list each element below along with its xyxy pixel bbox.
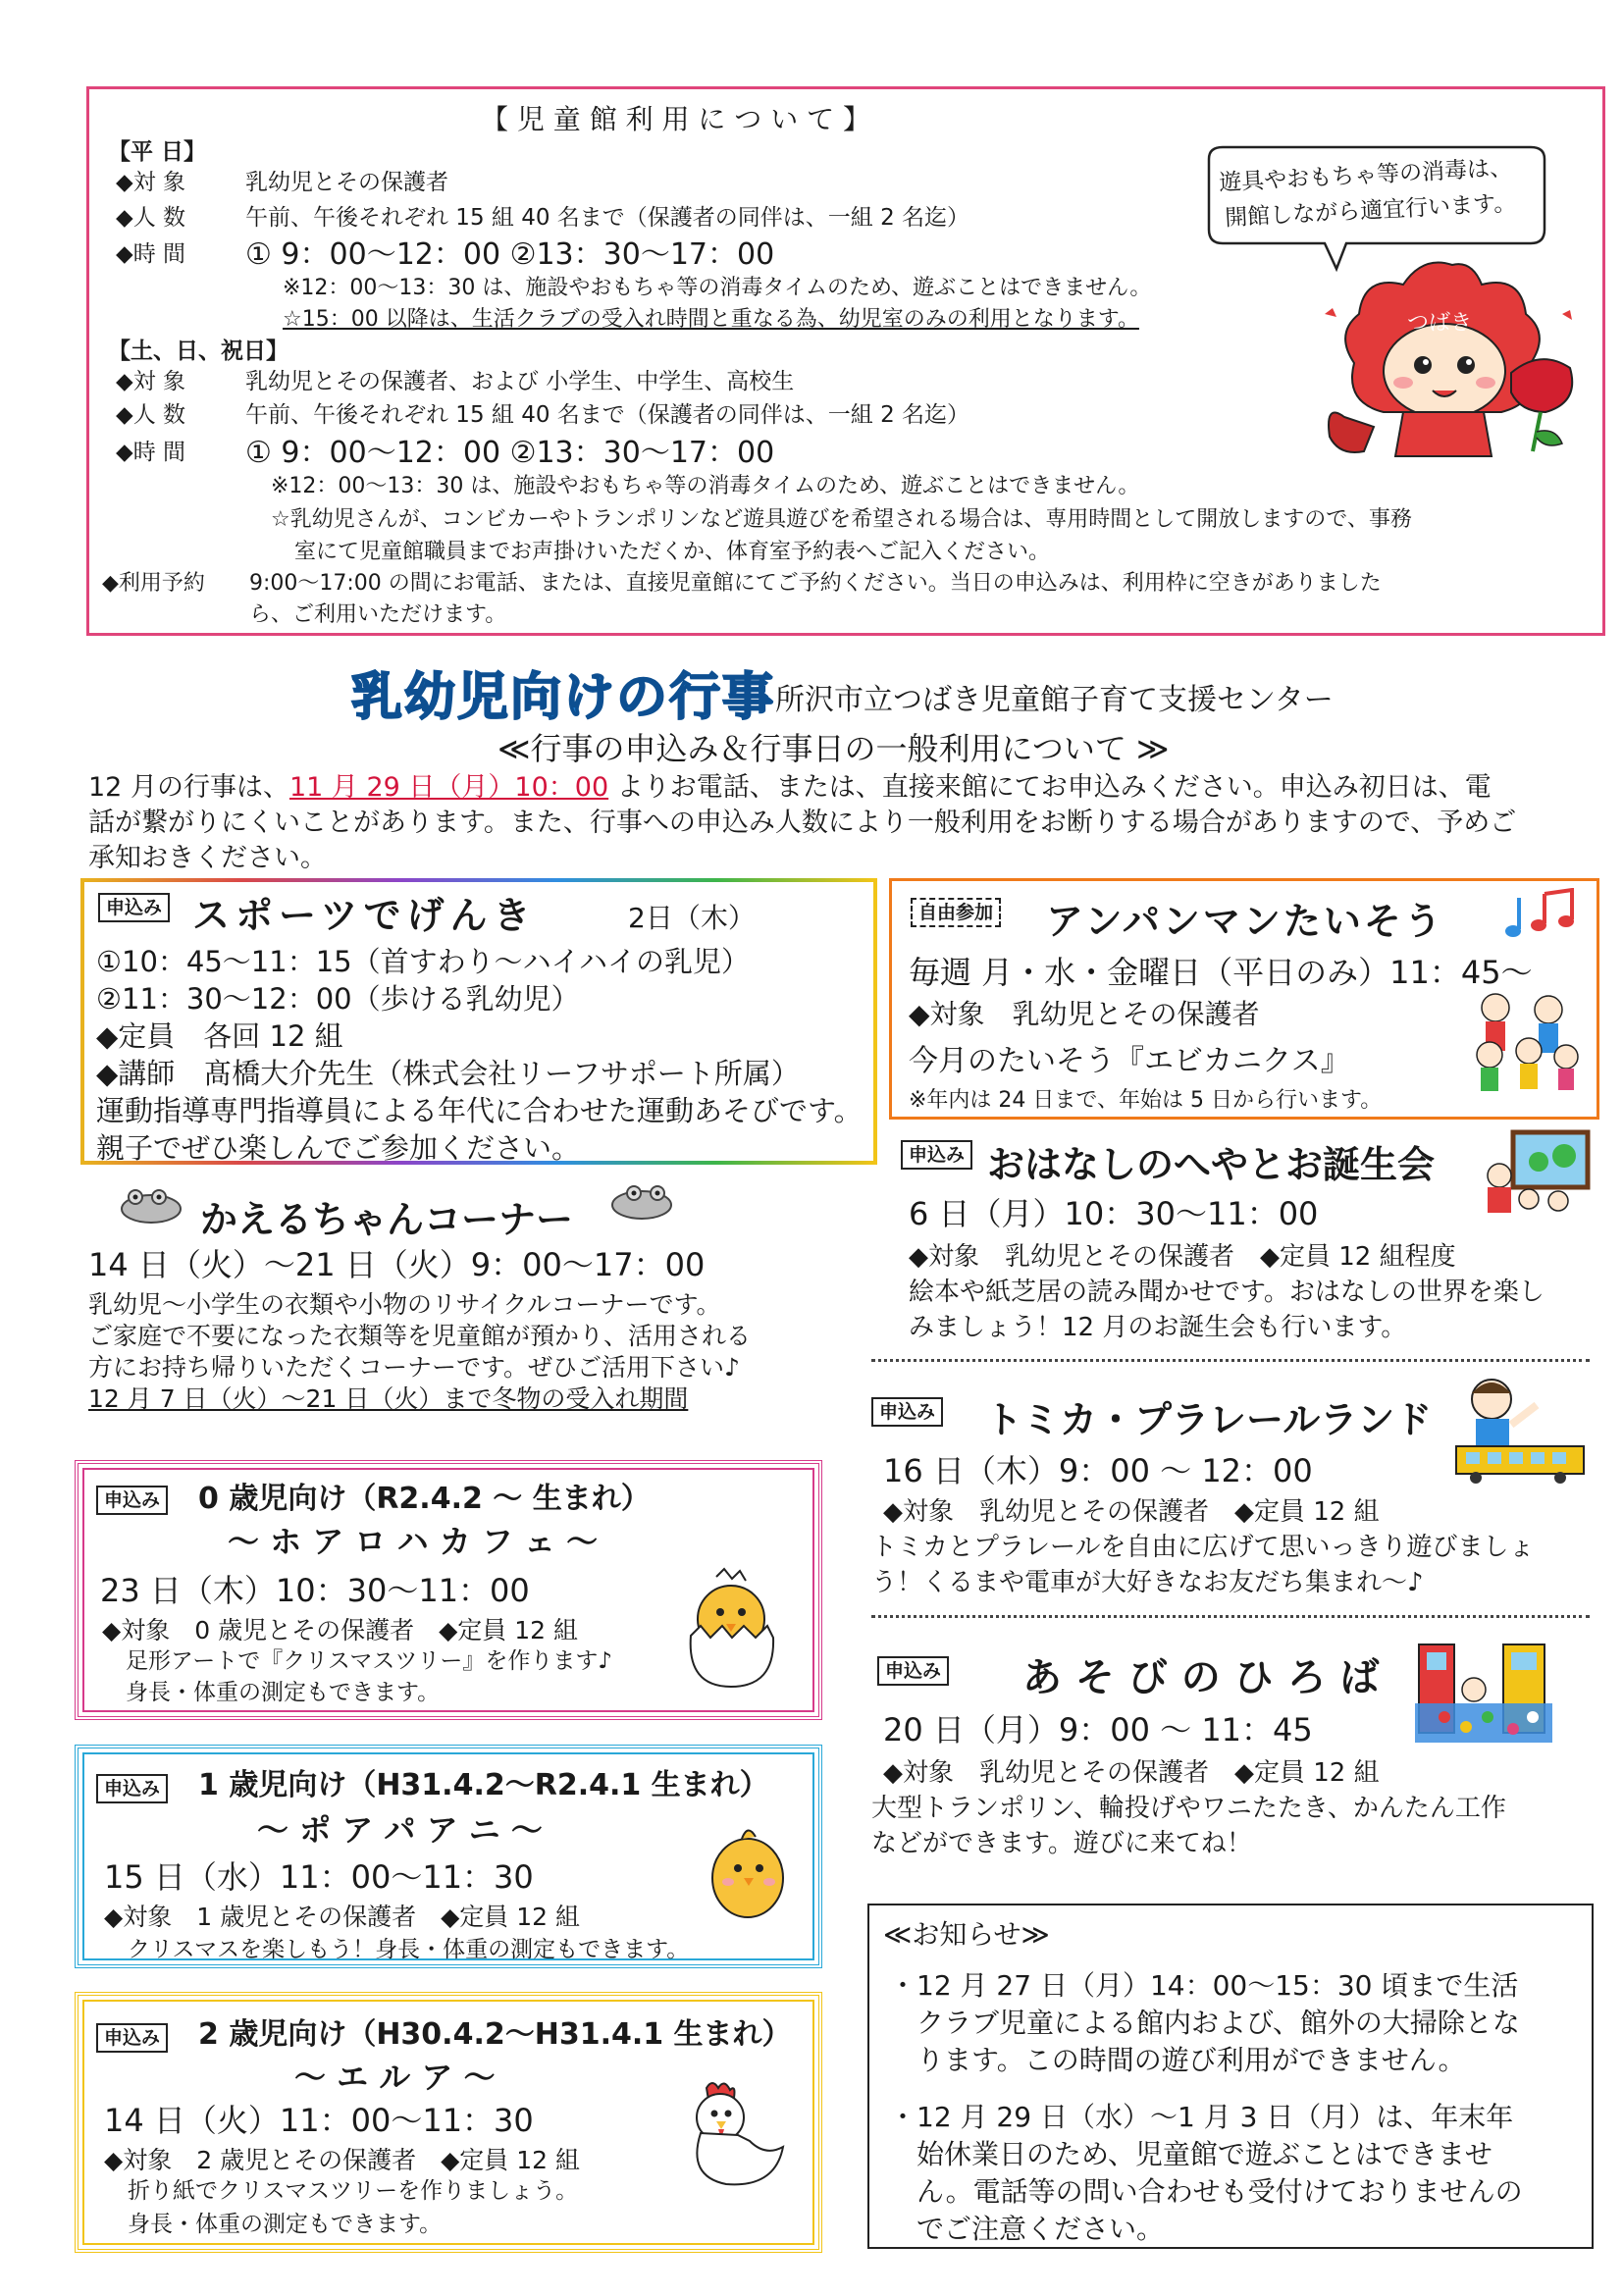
tomica-line3: う！くるまや電車が大好きなお友だち集まれ〜♪ <box>871 1568 1424 1597</box>
holiday-note1: ※12：00〜13：30 は、施設やおもちゃ等の消毒タイムのため、遊ぶことはできません。 <box>271 474 1140 498</box>
asobi-badge: 申込み <box>877 1656 949 1686</box>
sports-line1: ①10：45〜11：15（首すわり〜ハイハイの乳児） <box>96 945 751 978</box>
anpan-line4: ※年内は 24 日まで、年始は 5 日から行います。 <box>909 1088 1383 1113</box>
notice-b4: でご注意ください。 <box>916 2213 1165 2245</box>
events-subtitle: ≪行事の申込み＆行事日の一般利用について ≫ <box>497 730 1170 767</box>
holiday-count-label: ◆人 数 <box>116 402 185 428</box>
events-intro-line3: 承知おきください。 <box>88 843 327 873</box>
age2-title: 2 歳児向け（H30.4.2〜H31.4.1 生まれ） <box>198 2017 792 2052</box>
notice-a2: クラブ児童による館内および、館外の大掃除とな <box>916 2007 1520 2039</box>
holiday-target: 乳幼児とその保護者、および 小学生、中学生、高校生 <box>245 369 795 394</box>
intro-suffix: よりお電話、または、直接来館にてお申込みください。申込み初日は、電 <box>608 772 1492 803</box>
age0-title: 0 歳児向け（R2.4.2 〜 生まれ） <box>198 1482 651 1516</box>
notice-b3: ん。電話等の問い合わせも受付けておりませんの <box>916 2175 1523 2208</box>
weekday-count-label: ◆人 数 <box>116 205 185 231</box>
ohanashi-badge: 申込み <box>901 1140 972 1170</box>
tomica-line1: ◆対象 乳幼児とその保護者 ◆定員 12 組 <box>883 1497 1380 1527</box>
weekday-heading: 【平 日】 <box>108 139 207 165</box>
age1-badge: 申込み <box>96 1774 168 1803</box>
age2-line1: ◆対象 2 歳児とその保護者 ◆定員 12 組 <box>104 2146 581 2174</box>
weekday-target: 乳幼児とその保護者 <box>245 170 448 195</box>
anpan-line3: 今月のたいそう『エビカニクス』 <box>909 1044 1350 1078</box>
intro-prefix: 12 月の行事は、 <box>88 772 289 803</box>
chick-icon <box>699 1817 797 1925</box>
storytelling-icon <box>1484 1128 1592 1217</box>
dancing-kids-icon <box>1460 986 1588 1094</box>
tomica-badge: 申込み <box>871 1397 943 1427</box>
holiday-time-label: ◆時 間 <box>116 440 185 465</box>
weekday-time: ① 9：00〜12：00 ②13：30〜17：00 <box>245 237 775 272</box>
age0-name: 〜 ホ ア ロ ハ カ フ ェ 〜 <box>228 1523 599 1560</box>
notice-a1: ・12 月 27 日（月）14：00〜15：30 頃まで生活 <box>889 1969 1519 2002</box>
ohanashi-title: おはなしのへやとお誕生会 <box>987 1143 1436 1186</box>
sports-date: 2日（木） <box>628 902 756 934</box>
asobi-line3: などができます。遊びに来てね！ <box>871 1829 1252 1858</box>
notice-title: ≪お知らせ≫ <box>883 1918 1050 1951</box>
age2-name: 〜 エ ル ア 〜 <box>294 2059 496 2096</box>
kaeru-date: 14 日（火）〜21 日（火）9：00〜17：00 <box>88 1246 706 1283</box>
age0-date: 23 日（木）10：30〜11：00 <box>100 1572 530 1609</box>
divider-2 <box>871 1615 1590 1618</box>
age0-badge: 申込み <box>96 1486 168 1515</box>
sports-line5: 運動指導専門指導員による年代に合わせた運動あそびです。 <box>96 1094 863 1127</box>
sports-line4: ◆講師 髙橋大介先生（株式会社リーフサポート所属） <box>96 1057 800 1090</box>
ohanashi-line1: ◆対象 乳幼児とその保護者 ◆定員 12 組程度 <box>909 1242 1456 1272</box>
tomica-line2: トミカとプラレールを自由に広げて思いっきり遊びましょ <box>871 1533 1535 1562</box>
age0-line1: ◆対象 0 歳児とその保護者 ◆定員 12 組 <box>102 1616 579 1644</box>
reserve-line2: ら、ご利用いただけます。 <box>249 602 507 627</box>
weekday-note2: ☆15：00 以降は、生活クラブの受入れ時間と重なる為、幼児室のみの利用となります。 <box>283 307 1139 332</box>
events-intro-line1 <box>88 765 1492 804</box>
chick-egg-icon <box>677 1565 785 1693</box>
ohanashi-line3: みましょう！12 月のお誕生会も行います。 <box>909 1313 1407 1342</box>
reserve-label: ◆利用予約 <box>102 571 205 596</box>
music-notes-icon <box>1499 888 1582 943</box>
age0-line3: 身長・体重の測定もできます。 <box>126 1680 441 1705</box>
sports-title: スポーツでげんき <box>192 894 537 937</box>
sports-badge: 申込み <box>98 893 170 922</box>
frog-left-icon <box>116 1185 186 1226</box>
age1-name: 〜 ポ ア パ ア ニ 〜 <box>257 1811 543 1849</box>
age2-line3: 身長・体重の測定もできます。 <box>128 2212 443 2237</box>
asobi-date: 20 日（月）9：00 〜 11：45 <box>883 1711 1313 1748</box>
kaeru-line3: 方にお持ち帰りいただくコーナーです。ぜひご活用下さい♪ <box>88 1353 740 1382</box>
age2-date: 14 日（火）11：00〜11：30 <box>104 2102 534 2139</box>
tomica-title: トミカ・プラレールランド <box>985 1398 1433 1441</box>
mascot-name: つばき <box>1407 311 1473 336</box>
age0-line2: 足形アートで『クリスマスツリー』を作ります♪ <box>126 1648 613 1674</box>
weekday-count: 午前、午後それぞれ 15 組 40 名まで（保護者の同伴は、一組 2 名迄） <box>245 205 970 231</box>
asobi-line1: ◆対象 乳幼児とその保護者 ◆定員 12 組 <box>883 1758 1380 1788</box>
sports-line3: ◆定員 各回 12 組 <box>96 1019 343 1053</box>
age1-date: 15 日（水）11：00〜11：30 <box>104 1858 534 1896</box>
age2-badge: 申込み <box>96 2023 168 2053</box>
rooster-icon <box>667 2078 795 2196</box>
notice-b1: ・12 月 29 日（水）〜1 月 3 日（月）は、年末年 <box>889 2101 1514 2133</box>
anpan-badge: 自由参加 <box>911 898 1001 927</box>
tsubaki-mascot-icon <box>1305 255 1590 466</box>
holiday-note2a: ☆乳幼児さんが、コンビカーやトランポリンなど遊具遊びを希望される場合は、専用時間として開放しますので、事務 <box>271 507 1412 532</box>
asobi-title: あ そ び の ひ ろ ば <box>1022 1655 1380 1700</box>
asobi-line2: 大型トランポリン、輪投げやワニたたき、かんたん工作 <box>871 1794 1506 1823</box>
notice-a3: ります。この時間の遊び利用ができません。 <box>916 2044 1466 2076</box>
anpan-line2: ◆対象 乳幼児とその保護者 <box>909 998 1260 1030</box>
weekday-note1: ※12：00〜13：30 は、施設やおもちゃ等の消毒タイムのため、遊ぶことはできません。 <box>283 276 1152 300</box>
boy-train-icon <box>1442 1372 1590 1487</box>
events-intro-line2: 話が繋がりにくいことがあります。また、行事への申込み人数により一般利用をお断りする場合がありますので、予めご <box>88 808 1517 838</box>
ohanashi-line2: 絵本や紙芝居の読み聞かせです。おはなしの世界を楽し <box>909 1278 1544 1307</box>
frog-right-icon <box>606 1181 677 1223</box>
kaeru-line1: 乳幼児〜小学生の衣類や小物のリサイクルコーナーです。 <box>88 1290 721 1319</box>
anpan-title: アンパンマンたいそう <box>1046 900 1444 943</box>
holiday-heading: 【土、日、祝日】 <box>108 339 288 364</box>
reserve-line1: 9:00〜17:00 の間にお電話、または、直接児童館にてご予約ください。当日の申込みは、利用枠に空きがありました <box>249 571 1382 596</box>
age2-line2: 折り紙でクリスマスツリーを作りましょう。 <box>128 2178 579 2204</box>
usage-title: 【 児 童 館 利 用 に つ い て 】 <box>481 103 871 135</box>
holiday-time: ① 9：00〜12：00 ②13：30〜17：00 <box>245 436 775 470</box>
holiday-target-label: ◆対 象 <box>116 369 185 394</box>
ohanashi-date: 6 日（月）10：30〜11：00 <box>909 1195 1319 1232</box>
kaeru-title: かえるちゃんコーナー <box>200 1198 574 1241</box>
anpan-line1: 毎週 月・水・金曜日（平日のみ）11：45〜 <box>909 954 1533 991</box>
bubble-line1: 遊具やおもちゃ等の消毒は、 <box>1218 155 1513 196</box>
intro-start-date: 11 月 29 日（月）10：00 <box>288 772 609 803</box>
tomica-date: 16 日（木）9：00 〜 12：00 <box>883 1452 1313 1489</box>
sports-line6: 親子でぜひ楽しんでご参加ください。 <box>96 1131 581 1165</box>
kaeru-line2: ご家庭で不要になった衣類等を児童館が預かり、活用される <box>88 1322 752 1350</box>
kaeru-line4: 12 月 7 日（火）〜21 日（火）まで冬物の受入れ期間 <box>88 1384 689 1413</box>
playground-icon <box>1415 1639 1552 1748</box>
divider-1 <box>871 1359 1590 1362</box>
holiday-note2b: 室にて児童館職員までお声掛けいただくか、体育室予約表へご記入ください。 <box>294 540 1051 564</box>
age1-line2: クリスマスを楽しもう！身長・体重の測定もできます。 <box>128 1937 690 1962</box>
age1-line1: ◆対象 1 歳児とその保護者 ◆定員 12 組 <box>104 1903 581 1931</box>
events-org: 所沢市立つばき児童館子育て支援センター <box>775 683 1334 717</box>
weekday-target-label: ◆対 象 <box>116 170 185 195</box>
sports-line2: ②11：30〜12：00（歩ける乳幼児） <box>96 982 580 1016</box>
notice-b2: 始休業日のため、児童館で遊ぶことはできませ <box>916 2138 1492 2170</box>
bubble-line2: 開館しながら適宜行います。 <box>1224 190 1517 232</box>
weekday-time-label: ◆時 間 <box>116 241 185 267</box>
age1-title: 1 歳児向け（H31.4.2〜R2.4.1 生まれ） <box>198 1768 769 1802</box>
holiday-count: 午前、午後それぞれ 15 組 40 名まで（保護者の同伴は、一組 2 名迄） <box>245 402 970 428</box>
events-title: 乳幼児向けの行事 <box>351 668 776 727</box>
